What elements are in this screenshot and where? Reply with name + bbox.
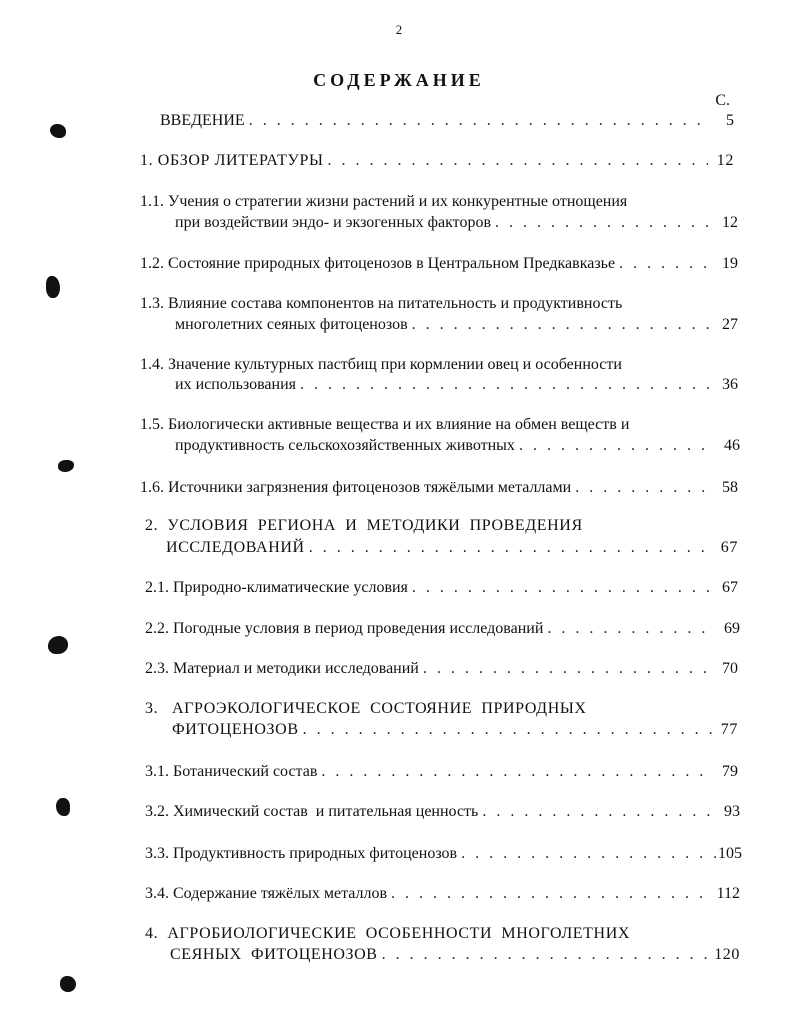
toc-page-number: 58 <box>722 479 738 496</box>
toc-entry-text: 2.1. Природно-климатические условия <box>145 579 408 596</box>
scan-blot <box>50 124 66 138</box>
toc-entry-1-4 <box>175 376 738 394</box>
toc-entry-text: 1. ОБЗОР ЛИТЕРАТУРЫ <box>140 152 324 169</box>
leader-dots <box>378 946 714 964</box>
scan-blot <box>48 636 68 654</box>
toc-entry-text: ФИТОЦЕНОЗОВ <box>172 721 299 738</box>
toc-page-number: 19 <box>722 255 738 272</box>
scan-blot <box>60 976 76 992</box>
leader-dots <box>408 316 712 334</box>
toc-page-number: 67 <box>722 579 738 596</box>
toc-entry-3-4 <box>145 885 740 903</box>
toc-entry-introduction <box>160 112 734 130</box>
leader-dots <box>571 479 712 497</box>
toc-entry-text: СЕЯНЫХ ФИТОЦЕНОЗОВ <box>170 946 378 963</box>
toc-entry-chapter-4-line1: 4. АГРОБИОЛОГИЧЕСКИЕ ОСОБЕННОСТИ МНОГОЛЕТНИХ <box>145 925 631 942</box>
toc-entry-text: 3.1. Ботанический состав <box>145 763 318 780</box>
toc-page-number: 12 <box>722 214 738 231</box>
toc-entry-1-2 <box>140 255 738 273</box>
page-number: 2 <box>395 22 403 37</box>
toc-entry-1-4-line1: 1.4. Значение культурных пастбищ при кормлении овец и особенности <box>140 356 622 373</box>
toc-page-number: 36 <box>722 376 738 393</box>
leader-dots <box>419 660 712 678</box>
toc-entry-text: их использования <box>175 376 297 393</box>
leader-dots <box>387 885 714 903</box>
toc-entry-1-1-line1: 1.1. Учения о стратегии жизни растений и их конкурентные отнощения <box>140 193 628 210</box>
toc-entry-text: 1.2. Состояние природных фитоценозов в Центральном Предкавказье <box>140 255 616 272</box>
scan-blot <box>56 798 70 816</box>
toc-entry-text: 3.4. Содержание тяжёлых металлов <box>145 885 388 902</box>
toc-entry-text: 3.2. Химический состав и питательная ценность <box>145 803 479 820</box>
toc-entry-1-5-line1: 1.5. Биологически активные вещества и их влияние на обмен веществ и <box>140 416 630 433</box>
toc-page-number: 5 <box>726 112 734 129</box>
toc-entry-text: при воздействии эндо- и экзогенных факторов <box>175 214 491 231</box>
toc-page-number: 27 <box>722 316 738 333</box>
toc-entry-2-2 <box>145 620 740 638</box>
leader-dots <box>615 255 712 273</box>
leader-dots <box>324 152 708 170</box>
toc-entry-3-2 <box>145 803 740 821</box>
toc-entry-text: продуктивность сельскохозяйственных животных <box>175 437 515 454</box>
toc-entry-chapter-2 <box>166 539 738 557</box>
toc-entry-text: 1.6. Источники загрязнения фитоценозов тяжёлыми металлами <box>140 479 572 496</box>
leader-dots <box>478 803 714 821</box>
toc-entry-text: многолетних сеяных фитоценозов <box>175 316 408 333</box>
toc-page-number: 93 <box>724 803 740 820</box>
toc-entry-chapter-3-line1: 3. АГРОЭКОЛОГИЧЕСКОЕ СОСТОЯНИЕ ПРИРОДНЫХ <box>145 700 587 717</box>
toc-entry-1-3 <box>175 316 738 334</box>
toc-entry-text: ИССЛЕДОВАНИЙ <box>166 539 305 556</box>
leader-dots <box>305 539 712 557</box>
toc-entry-1-6 <box>140 479 738 497</box>
toc-page-number: 67 <box>720 539 738 556</box>
toc-entry-1-3-line1: 1.3. Влияние состава компонентов на питательность и продуктивность <box>140 295 623 312</box>
toc-entry-2-1 <box>145 579 738 597</box>
leader-dots <box>408 579 712 597</box>
toc-entry-text: 2.2. Погодные условия в период проведения исследований <box>145 620 544 637</box>
toc-entry-1-1 <box>175 214 738 232</box>
leader-dots <box>491 214 712 232</box>
leader-dots <box>296 376 712 394</box>
toc-entry-2-3 <box>145 660 738 678</box>
toc-page-number: 79 <box>722 763 738 780</box>
toc-entry-chapter-1 <box>140 152 734 170</box>
toc-page-number: 69 <box>724 620 740 637</box>
toc-page-number: 112 <box>716 885 740 902</box>
toc-page-number: 46 <box>724 437 740 454</box>
toc-entry-text: ВВЕДЕНИЕ <box>160 112 245 129</box>
leader-dots <box>299 721 712 739</box>
toc-page-number: 70 <box>722 660 738 677</box>
toc-page-number: 105 <box>718 845 742 862</box>
toc-entry-3-1 <box>145 763 738 781</box>
leader-dots <box>515 437 714 455</box>
leader-dots <box>543 620 714 638</box>
toc-entry-1-5 <box>175 437 740 455</box>
toc-entry-text: 3.3. Продуктивность природных фитоценозов <box>145 845 458 862</box>
scan-blot <box>58 460 74 472</box>
toc-page-number: 120 <box>714 946 740 963</box>
page-title: СОДЕРЖАНИЕ <box>313 70 485 90</box>
page-column-label: С. <box>715 92 730 109</box>
leader-dots <box>317 763 712 781</box>
toc-entry-chapter-4 <box>170 946 740 964</box>
toc-entry-text: 2.3. Материал и методики исследований <box>145 660 419 677</box>
toc-entry-3-3 <box>145 845 742 863</box>
toc-entry-chapter-3 <box>172 721 738 739</box>
toc-page-number: 77 <box>720 721 738 738</box>
toc-page-number: 12 <box>716 152 734 169</box>
toc-entry-chapter-2-line1: 2. УСЛОВИЯ РЕГИОНА И МЕТОДИКИ ПРОВЕДЕНИЯ <box>145 517 583 534</box>
scan-blot <box>46 276 60 298</box>
leader-dots <box>457 845 716 863</box>
leader-dots <box>245 112 708 130</box>
